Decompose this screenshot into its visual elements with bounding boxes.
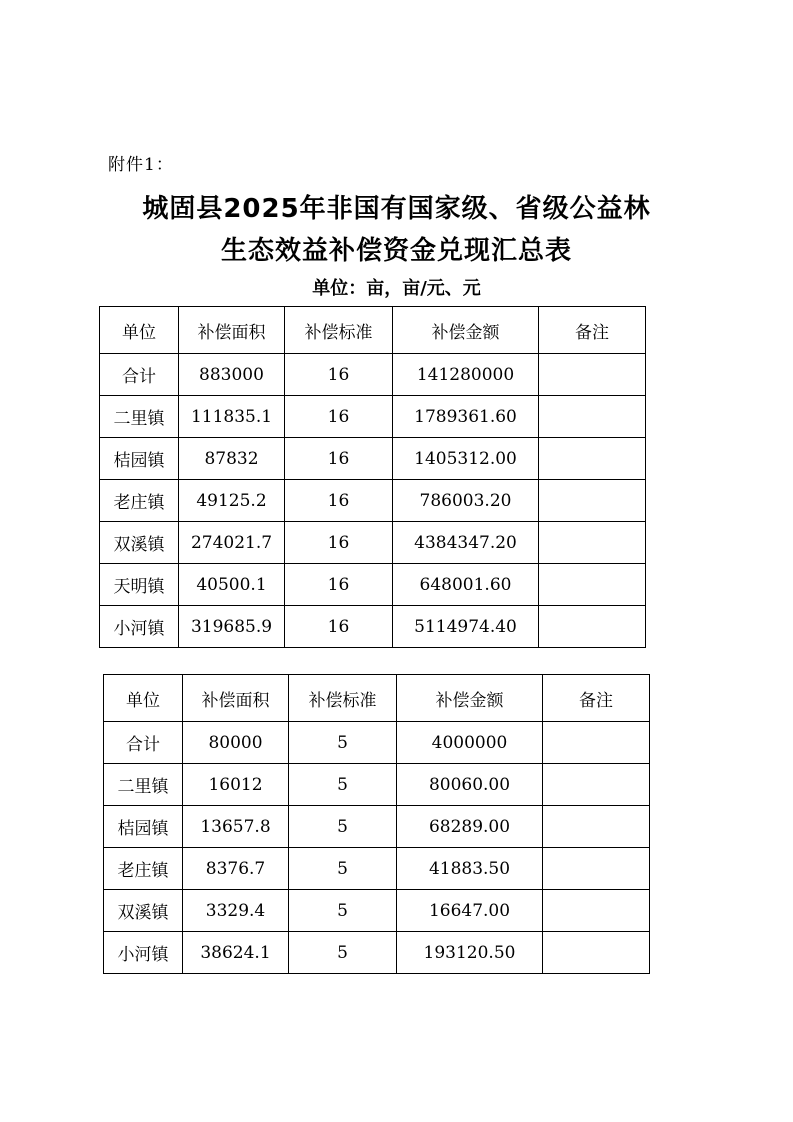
header-cell: 补偿金额 — [397, 675, 543, 722]
table-cell — [539, 480, 646, 522]
table-cell: 二里镇 — [104, 764, 183, 806]
table-cell: 5 — [289, 932, 397, 974]
header-cell: 单位 — [100, 307, 179, 354]
header-cell: 补偿金额 — [393, 307, 539, 354]
table-cell: 16 — [285, 396, 393, 438]
table-cell — [543, 932, 650, 974]
table-cell: 274021.7 — [179, 522, 285, 564]
table-row — [104, 932, 650, 974]
table-cell — [539, 606, 646, 648]
table-row — [100, 606, 646, 648]
table-cell: 双溪镇 — [100, 522, 179, 564]
table-cell — [543, 722, 650, 764]
table-cell: 5 — [289, 806, 397, 848]
table-cell: 二里镇 — [100, 396, 179, 438]
table-cell: 天明镇 — [100, 564, 179, 606]
attachment-label: 附件1： — [108, 155, 174, 175]
table-cell: 38624.1 — [183, 932, 289, 974]
table-cell: 13657.8 — [183, 806, 289, 848]
header-cell: 补偿面积 — [183, 675, 289, 722]
table-cell: 49125.2 — [179, 480, 285, 522]
table-cell: 111835.1 — [179, 396, 285, 438]
table-row — [104, 722, 650, 764]
table-cell: 193120.50 — [397, 932, 543, 974]
header-cell: 备注 — [543, 675, 650, 722]
table-cell: 40500.1 — [179, 564, 285, 606]
table-cell: 5114974.40 — [393, 606, 539, 648]
table-cell: 16 — [285, 354, 393, 396]
table-row — [104, 764, 650, 806]
table-cell — [543, 848, 650, 890]
table-cell: 1789361.60 — [393, 396, 539, 438]
table-cell: 16 — [285, 438, 393, 480]
header-cell: 补偿面积 — [179, 307, 285, 354]
table-cell: 8376.7 — [183, 848, 289, 890]
table-cell: 16 — [285, 480, 393, 522]
table-cell — [543, 764, 650, 806]
table-cell — [539, 564, 646, 606]
document-title-line-2: 生态效益补偿资金兑现汇总表 — [220, 236, 572, 266]
table-cell: 786003.20 — [393, 480, 539, 522]
table-cell: 87832 — [179, 438, 285, 480]
header-cell: 补偿标准 — [285, 307, 393, 354]
table-cell: 桔园镇 — [100, 438, 179, 480]
table-row — [100, 354, 646, 396]
table-cell: 80000 — [183, 722, 289, 764]
table-cell — [539, 522, 646, 564]
table-cell: 68289.00 — [397, 806, 543, 848]
table-header-row — [100, 307, 646, 354]
header-cell: 单位 — [104, 675, 183, 722]
table-cell: 883000 — [179, 354, 285, 396]
table-cell: 老庄镇 — [100, 480, 179, 522]
table-cell: 桔园镇 — [104, 806, 183, 848]
table-cell: 16 — [285, 522, 393, 564]
table-row — [100, 480, 646, 522]
table-cell — [539, 354, 646, 396]
table-row — [104, 806, 650, 848]
table-cell — [539, 396, 646, 438]
table-cell: 合计 — [104, 722, 183, 764]
header-cell: 备注 — [539, 307, 646, 354]
table-cell: 4000000 — [397, 722, 543, 764]
table-cell: 141280000 — [393, 354, 539, 396]
table-row — [100, 564, 646, 606]
table-cell: 41883.50 — [397, 848, 543, 890]
table-row — [100, 396, 646, 438]
table-cell: 16647.00 — [397, 890, 543, 932]
table-row — [100, 438, 646, 480]
table-cell: 老庄镇 — [104, 848, 183, 890]
table-cell: 双溪镇 — [104, 890, 183, 932]
table-cell — [539, 438, 646, 480]
table-cell: 16012 — [183, 764, 289, 806]
table-cell — [543, 806, 650, 848]
table-cell: 5 — [289, 848, 397, 890]
table-cell: 1405312.00 — [393, 438, 539, 480]
unit-line: 单位：亩，亩/元、元 — [312, 278, 481, 299]
table-cell — [543, 890, 650, 932]
table-cell: 16 — [285, 564, 393, 606]
table-header-row — [104, 675, 650, 722]
table-cell: 16 — [285, 606, 393, 648]
table-row — [104, 848, 650, 890]
table-cell: 合计 — [100, 354, 179, 396]
national-forest-table — [103, 674, 650, 974]
table-cell: 小河镇 — [100, 606, 179, 648]
table-cell: 80060.00 — [397, 764, 543, 806]
document-title-line-1: 城固县2025年非国有国家级、省级公益林 — [142, 194, 651, 224]
table-cell: 5 — [289, 722, 397, 764]
table-cell: 5 — [289, 890, 397, 932]
table-cell: 5 — [289, 764, 397, 806]
header-cell: 补偿标准 — [289, 675, 397, 722]
table-cell: 319685.9 — [179, 606, 285, 648]
table-cell: 4384347.20 — [393, 522, 539, 564]
table-row — [100, 522, 646, 564]
table-cell: 648001.60 — [393, 564, 539, 606]
provincial-forest-table — [99, 306, 646, 648]
table-row — [104, 890, 650, 932]
table-cell: 3329.4 — [183, 890, 289, 932]
table-cell: 小河镇 — [104, 932, 183, 974]
